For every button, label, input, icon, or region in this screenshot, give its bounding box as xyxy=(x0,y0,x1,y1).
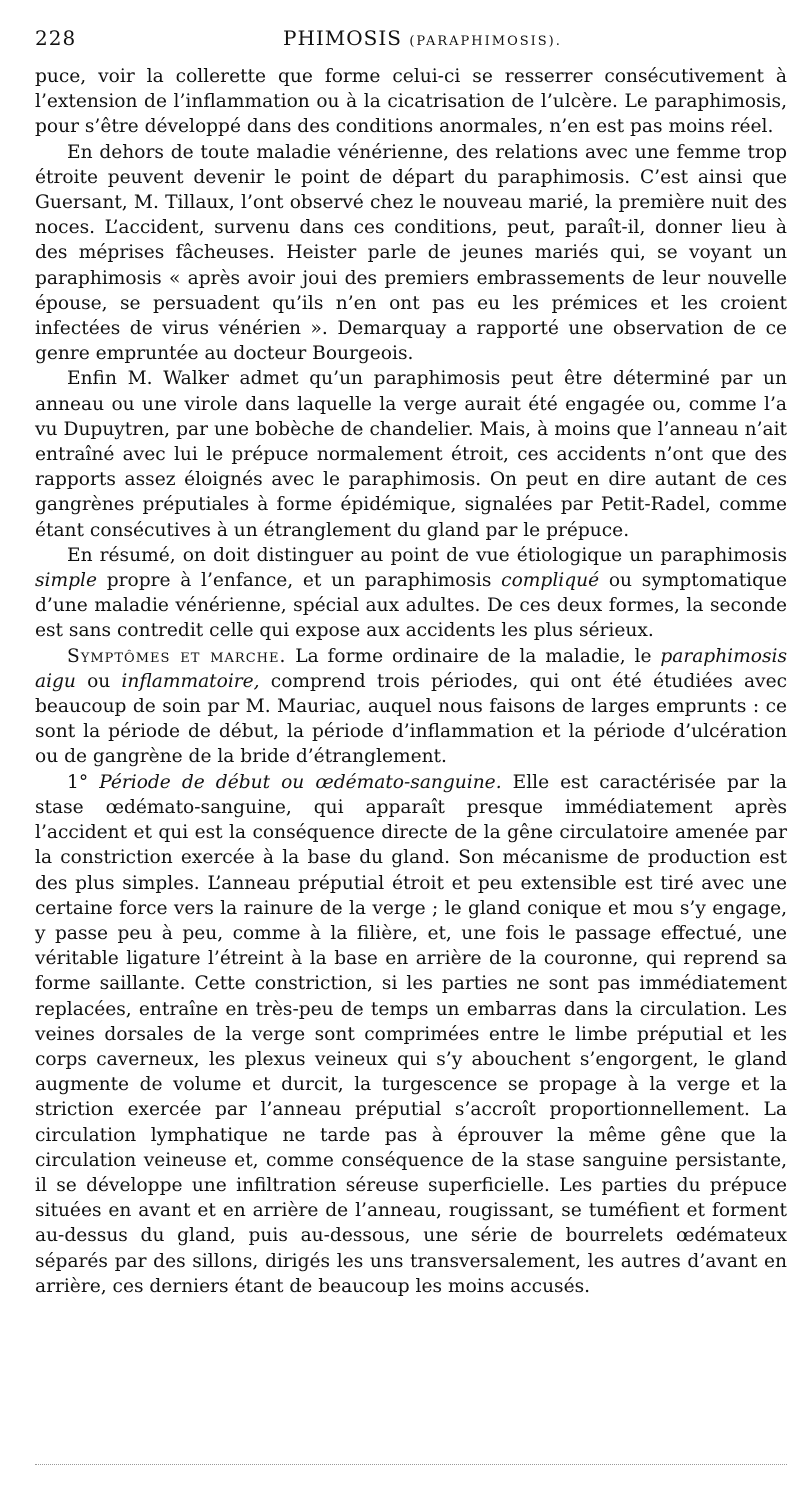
bottom-dotted-rule xyxy=(35,1464,787,1465)
text-run: 1° xyxy=(67,771,100,793)
text-run: Période de début ou œdémato-sanguine. xyxy=(99,771,502,793)
text-run: Elle est caractérisée par la stase œdémato-sanguine, qui apparaît presque immédiatement après l’accident et qui est la conséquence directe de la gêne circulatoire amenée par la constriction exercée à la base du gland. Son mécanisme de production est des plus simples. L’anneau préputial étroit et peu extensible est tiré avec une certaine force vers la rainure de la verge ; le gland conique et mou s’y engage, y passe peu à peu, comme à la filière, et, une fois le passage effectué, une véritable ligature l’étreint à la base en arrière de la couronne, qui reprend sa forme saillante. Cette constriction, si les parties ne sont pas immédiatement replacées, entraîne en très-peu de temps un embarras dans la circulation. Les veines dorsales de la verge sont comprimées entre le limbe préputial et les corps caverneux, les plexus veineux qui s’y abouchent s’engorgent, le gland augmente de volume et durcit, la turgescence se propage à la verge et la striction exercée par l’anneau préputial s’accroît proportionnellement. La circulation lymphatique ne tarde pas à éprouver la même gêne que la circulation veineuse et, comme conséquence de la stase sanguine persistante, il se développe une infiltration séreuse superficielle. Les parties du prépuce situées en avant et en arrière de l’anneau, rougissant, se tuméfient et forment au-dessus du gland, puis au-dessous, une série de bourrelets œdémateux séparés par des sillons, dirigés les uns transversalement, les autres d’avant en arrière, ces derniers étant de beaucoup les moins accusés. xyxy=(35,771,787,1297)
paragraph-5 xyxy=(35,644,787,770)
text-run: ou xyxy=(75,670,122,692)
text-run: En résumé, on doit distinguer au point de vue étiologique un paraphimosis xyxy=(67,544,787,566)
text-run: Symptômes et marche. xyxy=(67,645,287,667)
body-text xyxy=(35,64,787,1299)
running-head xyxy=(35,26,787,56)
text-run: La forme ordinaire de la maladie, le xyxy=(286,645,661,667)
running-title-main: PHIMOSIS xyxy=(283,26,402,50)
text-run: propre à l’enfance, et un paraphimosis xyxy=(96,570,502,592)
paragraph-2 xyxy=(35,140,787,367)
page xyxy=(35,26,787,1299)
running-title-subtitle: (PARAPHIMOSIS). xyxy=(409,34,562,49)
text-run: inflammatoire, xyxy=(121,670,260,692)
text-run: paraphimosis aigu xyxy=(35,645,787,692)
paragraph-1 xyxy=(35,64,787,140)
text-run: comprend trois périodes, qui ont été étudiées avec beaucoup de soin par M. Mauriac, auquel nous faisons de larges emprunts : ce sont la période de début, la période d’inflammation et la période d’ulcération ou de gangrène de la bride d’étranglement. xyxy=(35,670,787,768)
paragraph-3 xyxy=(35,366,787,542)
paragraph-4 xyxy=(35,543,787,644)
paragraph-6 xyxy=(35,770,787,1299)
running-title xyxy=(283,26,562,50)
text-run: compliqué xyxy=(501,570,600,592)
text-run: simple xyxy=(35,570,97,592)
text-run: Enfin M. Walker admet qu’un paraphimosis peut être déterminé par un anneau ou une virole dans laquelle la verge aurait été engagée ou, comme l’a vu Dupuytren, par une bobèche de chandelier. Mais, à moins que l’anneau n’ait entraîné avec lui le prépuce normalement étroit, ces accidents n’ont que des rapports assez éloignés avec le paraphimosis. On peut en dire autant de ces gangrènes préputiales à forme épidémique, signalées par Petit-Radel, comme étant consécutives à un étranglement du gland par le prépuce. xyxy=(35,368,787,541)
text-run: En dehors de toute maladie vénérienne, des relations avec une femme trop étroite peuvent devenir le point de départ du paraphimosis. C’est ainsi que Guersant, M. Tillaux, l’ont observé chez le nouveau marié, la première nuit des noces. L’accident, survenu dans ces conditions, peut, paraît-il, donner lieu à des méprises fâcheuses. Heister parle de jeunes mariés qui, se voyant un paraphimosis « après avoir joui des premiers embrassements de leur nouvelle épouse, se persuadent qu’ils n’en ont pas eu les prémices et les croient infectées de virus vénérien ». Demarquay a rapporté une observation de ce genre empruntée au docteur Bourgeois. xyxy=(35,141,787,365)
page-number: 228 xyxy=(35,26,77,50)
text-run: ou symptomatique d’une maladie vénérienne, spécial aux adultes. De ces deux formes, la seconde est sans contredit celle qui expose aux accidents les plus sérieux. xyxy=(35,570,787,642)
text-run: puce, voir la collerette que forme celui-ci se resserrer consécutivement à l’extension de l’inflammation ou à la cicatrisation de l’ulcère. Le paraphimosis, pour s’être développé dans des conditions anormales, n’en est pas moins réel. xyxy=(35,66,787,138)
